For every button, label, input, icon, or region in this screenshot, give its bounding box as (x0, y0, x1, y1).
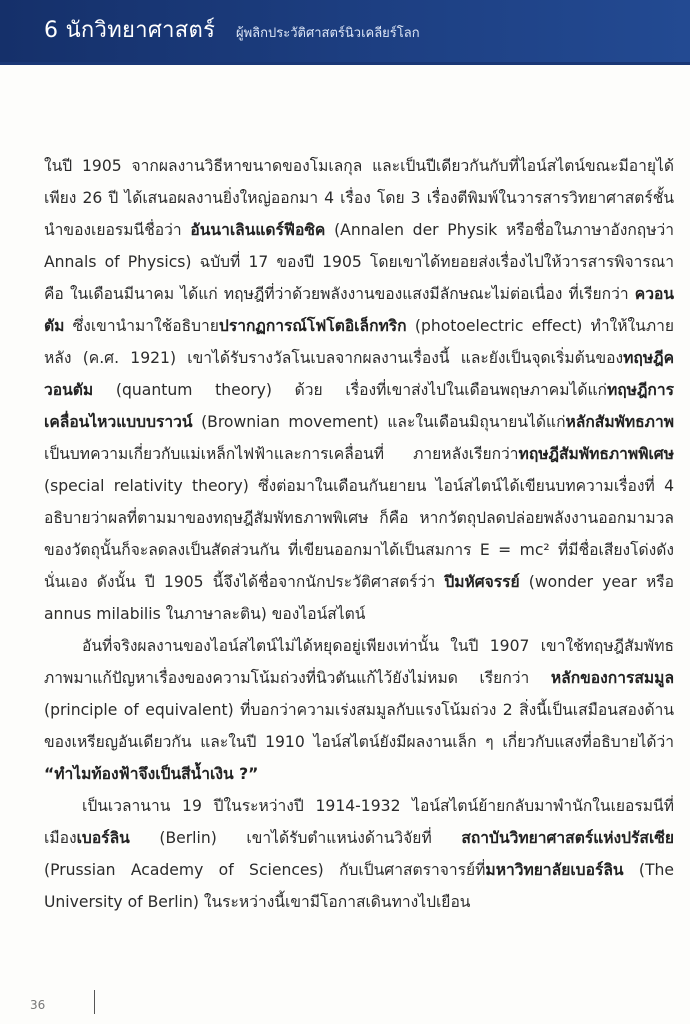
bold-term: เบอร์ลิน (76, 829, 130, 847)
bold-term: ปรากฏการณ์โฟโตอิเล็กทริก (218, 317, 407, 335)
text-run: (Berlin) เขาได้รับตำแหน่งด้านวิจัยที่ (129, 829, 462, 847)
text-run: อันที่จริงผลงานของไอน์สไตน์ไม่ได้หยุดอยู่เพียงเท่านั้น ในปี 1907 เขาใช้ทฤษฎีสัมพัทธภาพมาแก้ปัญหาเรื่องของความโน้มถ่วงที่นิวตันแก้ไว้ยังไม่หมด เรียกว่า (44, 637, 674, 687)
bold-term: “ทำไมท้องฟ้าจึงเป็นสีน้ำเงิน ?” (44, 765, 259, 783)
bold-term: ทฤษฎีการเคลื่อนไหวแบบบราวน์ (44, 381, 674, 431)
footer-divider (94, 990, 95, 1014)
bold-term: สถาบันวิทยาศาสตร์แห่งปรัสเซีย (461, 829, 674, 847)
text-run: (principle of equivalent) ที่บอกว่าความเร่งสมมูลกับแรงโน้มถ่วง 2 สิ่งนี้เป็นเสมือนสองด้านของเหรียญอันเดียวกัน และในปี 1910 ไอน์สไตน์ยังมีผลงานเล็ก ๆ เกี่ยวกับแสงที่อธิบายได้ว่า (44, 701, 674, 751)
text-run: เป็นเวลานาน 19 ปีในระหว่างปี 1914-1932 ไอน์สไตน์ย้ายกลับมาพำนักในเยอรมนีที่เมือง (44, 797, 674, 847)
paragraph (44, 790, 674, 918)
paragraph (44, 630, 674, 790)
body-text (44, 150, 674, 918)
paragraph (44, 150, 674, 630)
page-number: 36 (30, 998, 46, 1012)
chapter-header-bar (0, 0, 690, 62)
text-run: (Brownian movement) และในเดือนมิถุนายนได้แก่ (192, 413, 566, 431)
bold-term: ทฤษฎีควอนตัม (44, 349, 674, 399)
bold-term: อันนาเลินแดร์ฟีอซิค (190, 221, 326, 239)
text-run: (wonder year หรือ annus milabilis ในภาษาละติน) ของไอน์สไตน์ (44, 573, 675, 623)
header-divider (0, 62, 690, 65)
bold-term: หลักสัมพัทธภาพ (565, 413, 674, 431)
text-run: ในปี 1905 จากผลงานวิธีหาขนาดของโมเลกุล และเป็นปีเดียวกันกับที่ไอน์สไตน์ขณะมีอายุได้เพียง 26 ปี ได้เสนอผลงานยิ่งใหญ่ออกมา 4 เรื่อง โดย 3 เรื่องตีพิมพ์ในวารสารวิทยาศาสตร์ชั้นนำของเยอรมนีชื่อว่า (44, 157, 674, 239)
text-run: (quantum theory) ด้วย เรื่องที่เขาส่งไปในเดือนพฤษภาคมได้แก่ (93, 381, 607, 399)
text-run: (Prussian Academy of Sciences) กับเป็นศาสตราจารย์ที่ (44, 861, 486, 879)
text-run: เป็นบทความเกี่ยวกับแม่เหล็กไฟฟ้าและการเคลื่อนที่ ภายหลังเรียกว่า (44, 445, 519, 463)
book-subtitle: ผู้พลิกประวัติศาสตร์นิวเคลียร์โลก (236, 26, 420, 41)
bold-term: มหาวิทยาลัยเบอร์ลิน (485, 861, 624, 879)
text-run: (Annalen der Physik หรือชื่อในภาษาอังกฤษว่า Annals of Physics) ฉบับที่ 17 ของปี 1905 โดยเขาได้ทยอยส่งเรื่องไปให้วารสารพิจารณา คือ ในเดือนมีนาคม ได้แก่ ทฤษฎีที่ว่าด้วยพลังงานของแสงมีลักษณะไม่ต่อเนื่อง ที่เรียกว่า (44, 221, 674, 303)
bold-term: หลักของการสมมูล (550, 669, 674, 687)
chapter-title: 6 นักวิทยาศาสตร์ (44, 18, 216, 43)
bold-term: ทฤษฎีสัมพัทธภาพพิเศษ (518, 445, 674, 463)
bold-term: ควอนตัม (44, 285, 674, 335)
text-run: (special relativity theory) ซึ่งต่อมาในเดือนกันยายน ไอน์สไตน์ได้เขียนบทความเรื่องที่ 4 อธิบายว่าผลที่ตามมาของทฤษฎีสัมพัทธภาพพิเศษ ก็คือ หากวัตถุปลดปล่อยพลังงานออกมามวลของวัตถุนั้นก็จะลดลงเป็นสัดส่วนกัน ที่เขียนออกมาได้เป็นสมการ E = mc² ที่มีชื่อเสียงโด่งดังนั่นเอง ดังนั้น ปี 1905 นี้จึงได้ชื่อจากนักประวัติศาสตร์ว่า (44, 477, 674, 591)
text-run: (photoelectric effect) ทำให้ในภายหลัง (ค.ศ. 1921) เขาได้รับรางวัลโนเบลจากผลงานเรื่องนี้ และยังเป็นจุดเริ่มต้นของ (44, 317, 674, 367)
text-run: (The University of Berlin) ในระหว่างนี้เขามีโอกาสเดินทางไปเยือน (44, 861, 674, 911)
text-run: ซึ่งเขานำมาใช้อธิบาย (64, 317, 219, 335)
bold-term: ปีมหัศจรรย์ (444, 573, 520, 591)
